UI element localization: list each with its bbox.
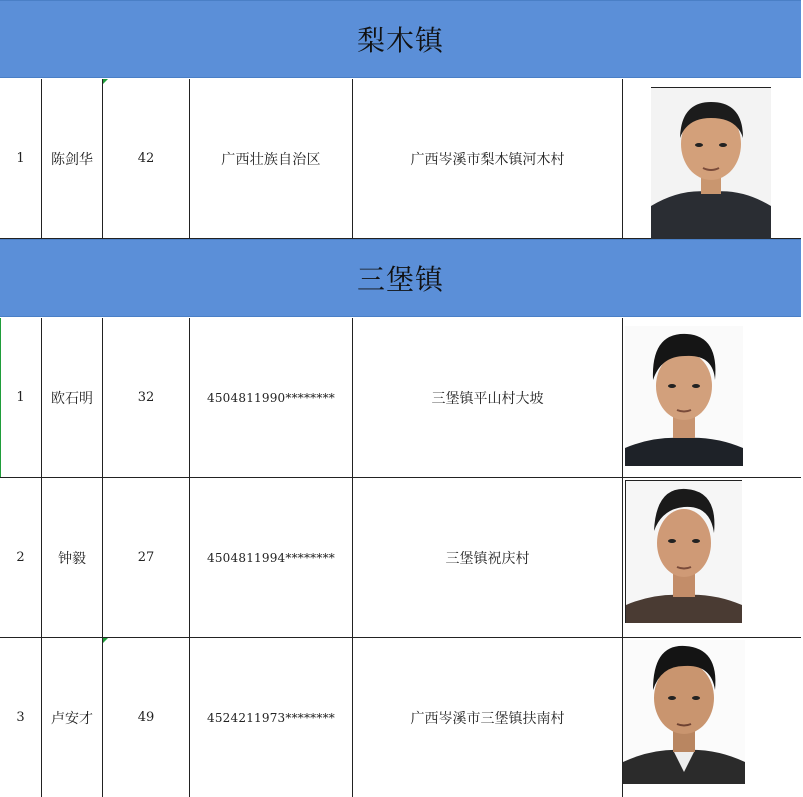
person-address: 三堡镇祝庆村 <box>353 478 623 637</box>
portrait-photo <box>623 640 745 784</box>
person-age: 49 <box>103 638 190 797</box>
row-number: 1 <box>0 79 42 238</box>
person-name: 欧石明 <box>42 318 103 477</box>
row-number: 3 <box>0 638 42 797</box>
portrait-photo <box>625 326 743 466</box>
photo-cell <box>623 638 801 797</box>
photo-cell <box>623 318 801 477</box>
table-row <box>0 79 801 239</box>
row-number: 1 <box>0 318 42 477</box>
person-address: 广西岑溪市三堡镇扶南村 <box>353 638 623 797</box>
left-marker-line <box>0 318 1 477</box>
section-title: 梨木镇 <box>356 24 444 57</box>
table-row <box>0 638 801 797</box>
table-row <box>0 318 801 478</box>
person-id: 广西壮族自治区 <box>190 79 353 238</box>
portrait-image <box>623 640 745 784</box>
person-address: 广西岑溪市梨木镇河木村 <box>353 79 623 238</box>
section-title: 三堡镇 <box>356 263 444 296</box>
table-row <box>0 478 801 638</box>
person-name: 陈剑华 <box>42 79 103 238</box>
cell-marker <box>103 638 108 643</box>
person-age: 42 <box>103 79 190 238</box>
photo-cell <box>623 478 801 637</box>
person-name: 卢安才 <box>42 638 103 797</box>
portrait-photo <box>651 87 771 239</box>
cell-marker <box>103 79 108 84</box>
row-number: 2 <box>0 478 42 637</box>
person-age: 27 <box>103 478 190 637</box>
person-id: 4524211973******** <box>190 638 353 797</box>
portrait-image <box>626 481 742 623</box>
portrait-image <box>625 326 743 466</box>
section-header-limuzhen <box>0 0 801 78</box>
person-address: 三堡镇平山村大坡 <box>353 318 623 477</box>
portrait-photo <box>625 480 742 623</box>
portrait-image <box>651 88 771 239</box>
person-id: 4504811994******** <box>190 478 353 637</box>
section-header-sanbaozhen <box>0 239 801 317</box>
person-age: 32 <box>103 318 190 477</box>
person-name: 钟毅 <box>42 478 103 637</box>
person-id: 4504811990******** <box>190 318 353 477</box>
photo-cell <box>623 79 801 238</box>
